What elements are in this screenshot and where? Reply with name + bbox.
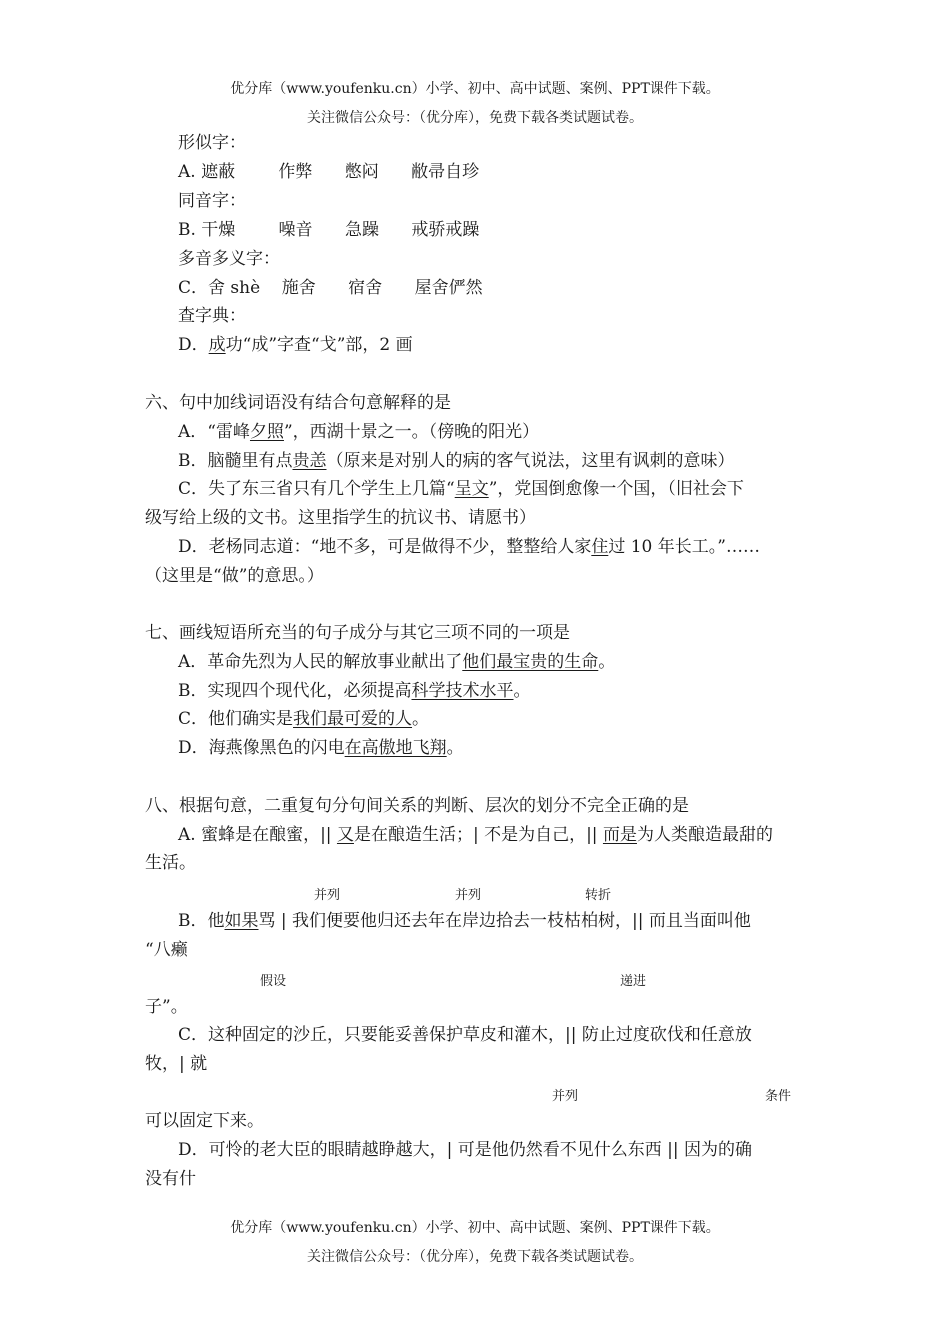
q6-option-d: D．老杨同志道：“地不多，可是做得不少，整整给人家住过 10 年长工。”…… (178, 537, 760, 557)
q8-option-b-end: 子”。 (145, 997, 188, 1017)
q5-option-c: C．舍 shè 施舍 宿舍 屋舍俨然 (178, 278, 483, 298)
q8-title: 八、根据句意，二重复句分句间关系的判断、层次的划分不完全正确的是 (145, 796, 689, 816)
underlined-word: 呈文 (454, 479, 489, 499)
q8-option-b: B．他如果骂 | 我们便要他归还去年在岸边拾去一枝枯柏树，|| 而且当面叫他 (178, 911, 751, 931)
q7-option-d: D．海燕像黑色的闪电在高傲地飞翔。 (178, 738, 464, 758)
q6-option-d-cont: （这里是“做”的意思。） (145, 566, 324, 586)
underlined-conjunction: 又 (336, 825, 354, 845)
underlined-word: 成 (208, 335, 226, 355)
underlined-conjunction: 而是 (602, 825, 637, 845)
underlined-word: 夕照 (249, 422, 284, 442)
q8-option-a-cont: 生活。 (145, 853, 196, 873)
underlined-phrase: 他们最宝贵的生命 (462, 652, 599, 672)
q6-option-c: C．失了东三省只有几个学生上几篇“呈文”，党国倒愈像一个国，（旧社会下 (178, 479, 744, 499)
q5-duoyin-label: 多音多义字： (178, 249, 280, 269)
q7-title: 七、画线短语所充当的句子成分与其它三项不同的一项是 (145, 623, 570, 643)
relation-label: 条件 (765, 1089, 792, 1104)
q7-option-a: A．革命先烈为人民的解放事业献出了他们最宝贵的生命。 (178, 652, 616, 672)
q5-xingsi-label: 形似字： (178, 133, 246, 153)
relation-label: 递进 (620, 974, 647, 989)
q6-title: 六、句中加线词语没有结合句意解释的是 (145, 393, 451, 413)
q8-option-c: C．这种固定的沙丘，只要能妥善保护草皮和灌木，|| 防止过度砍伐和任意放 (178, 1025, 752, 1045)
underlined-phrase: 在高傲地飞翔 (344, 738, 447, 758)
header-line-2: 关注微信公众号：（优分库），免费下载各类试题试卷。 (307, 110, 643, 126)
q8-option-d: D．可怜的老大臣的眼睛越睁越大，| 可是他仍然看不见什么东西 || 因为的确 (178, 1140, 753, 1160)
q5-option-a: A. 遮蔽 作弊 憋闷 敝帚自珍 (178, 162, 480, 182)
underlined-phrase: 我们最可爱的人 (293, 709, 413, 729)
relation-label: 转折 (585, 888, 612, 903)
q6-option-c-cont: 级写给上级的文书。这里指学生的抗议书、请愿书） (145, 508, 536, 528)
underlined-phrase: 科学技术水平 (411, 681, 514, 701)
q8-option-c-end: 可以固定下来。 (145, 1111, 264, 1131)
q8-option-a: A. 蜜蜂是在酿蜜，|| 又是在酿造生活；| 不是为自己，|| 而是为人类酿造最甜的 (178, 825, 773, 845)
q8-option-c-cont: 牧，| 就 (145, 1054, 208, 1074)
relation-label: 并列 (314, 888, 341, 903)
q8-option-d-cont: 没有什 (145, 1169, 196, 1189)
q7-option-b: B．实现四个现代化，必须提高科学技术水平。 (178, 681, 531, 701)
q5-tongyin-label: 同音字： (178, 191, 246, 211)
q5-option-b: B. 干燥 噪音 急躁 戒骄戒躁 (178, 220, 480, 240)
q5-chazidian-label: 查字典： (178, 306, 246, 326)
q6-option-a: A．“雷峰夕照”，西湖十景之一。（傍晚的阳光） (178, 422, 540, 442)
footer-line-1: 优分库（www.youfenku.cn）小学、初中、高中试题、案例、PPT课件下载。 (230, 1220, 720, 1236)
relation-label: 并列 (552, 1089, 579, 1104)
underlined-word: 贵恙 (292, 451, 327, 471)
q5-option-d: D．成功“成”字查“戈”部，2 画 (178, 335, 413, 355)
relation-label: 假设 (260, 974, 287, 989)
relation-label: 并列 (455, 888, 482, 903)
underlined-conjunction: 如果 (224, 911, 259, 931)
footer-line-2: 关注微信公众号：（优分库），免费下载各类试题试卷。 (307, 1249, 643, 1265)
q7-option-c: C．他们确实是我们最可爱的人。 (178, 709, 430, 729)
header-line-1: 优分库（www.youfenku.cn）小学、初中、高中试题、案例、PPT课件下载。 (230, 81, 720, 97)
q6-option-b: B．脑髓里有点贵恙（原来是对别人的病的客气说法，这里有讽刺的意味） (178, 451, 735, 471)
underlined-word: 住 (591, 537, 609, 557)
q8-option-b-cont: “八癞 (145, 940, 188, 960)
